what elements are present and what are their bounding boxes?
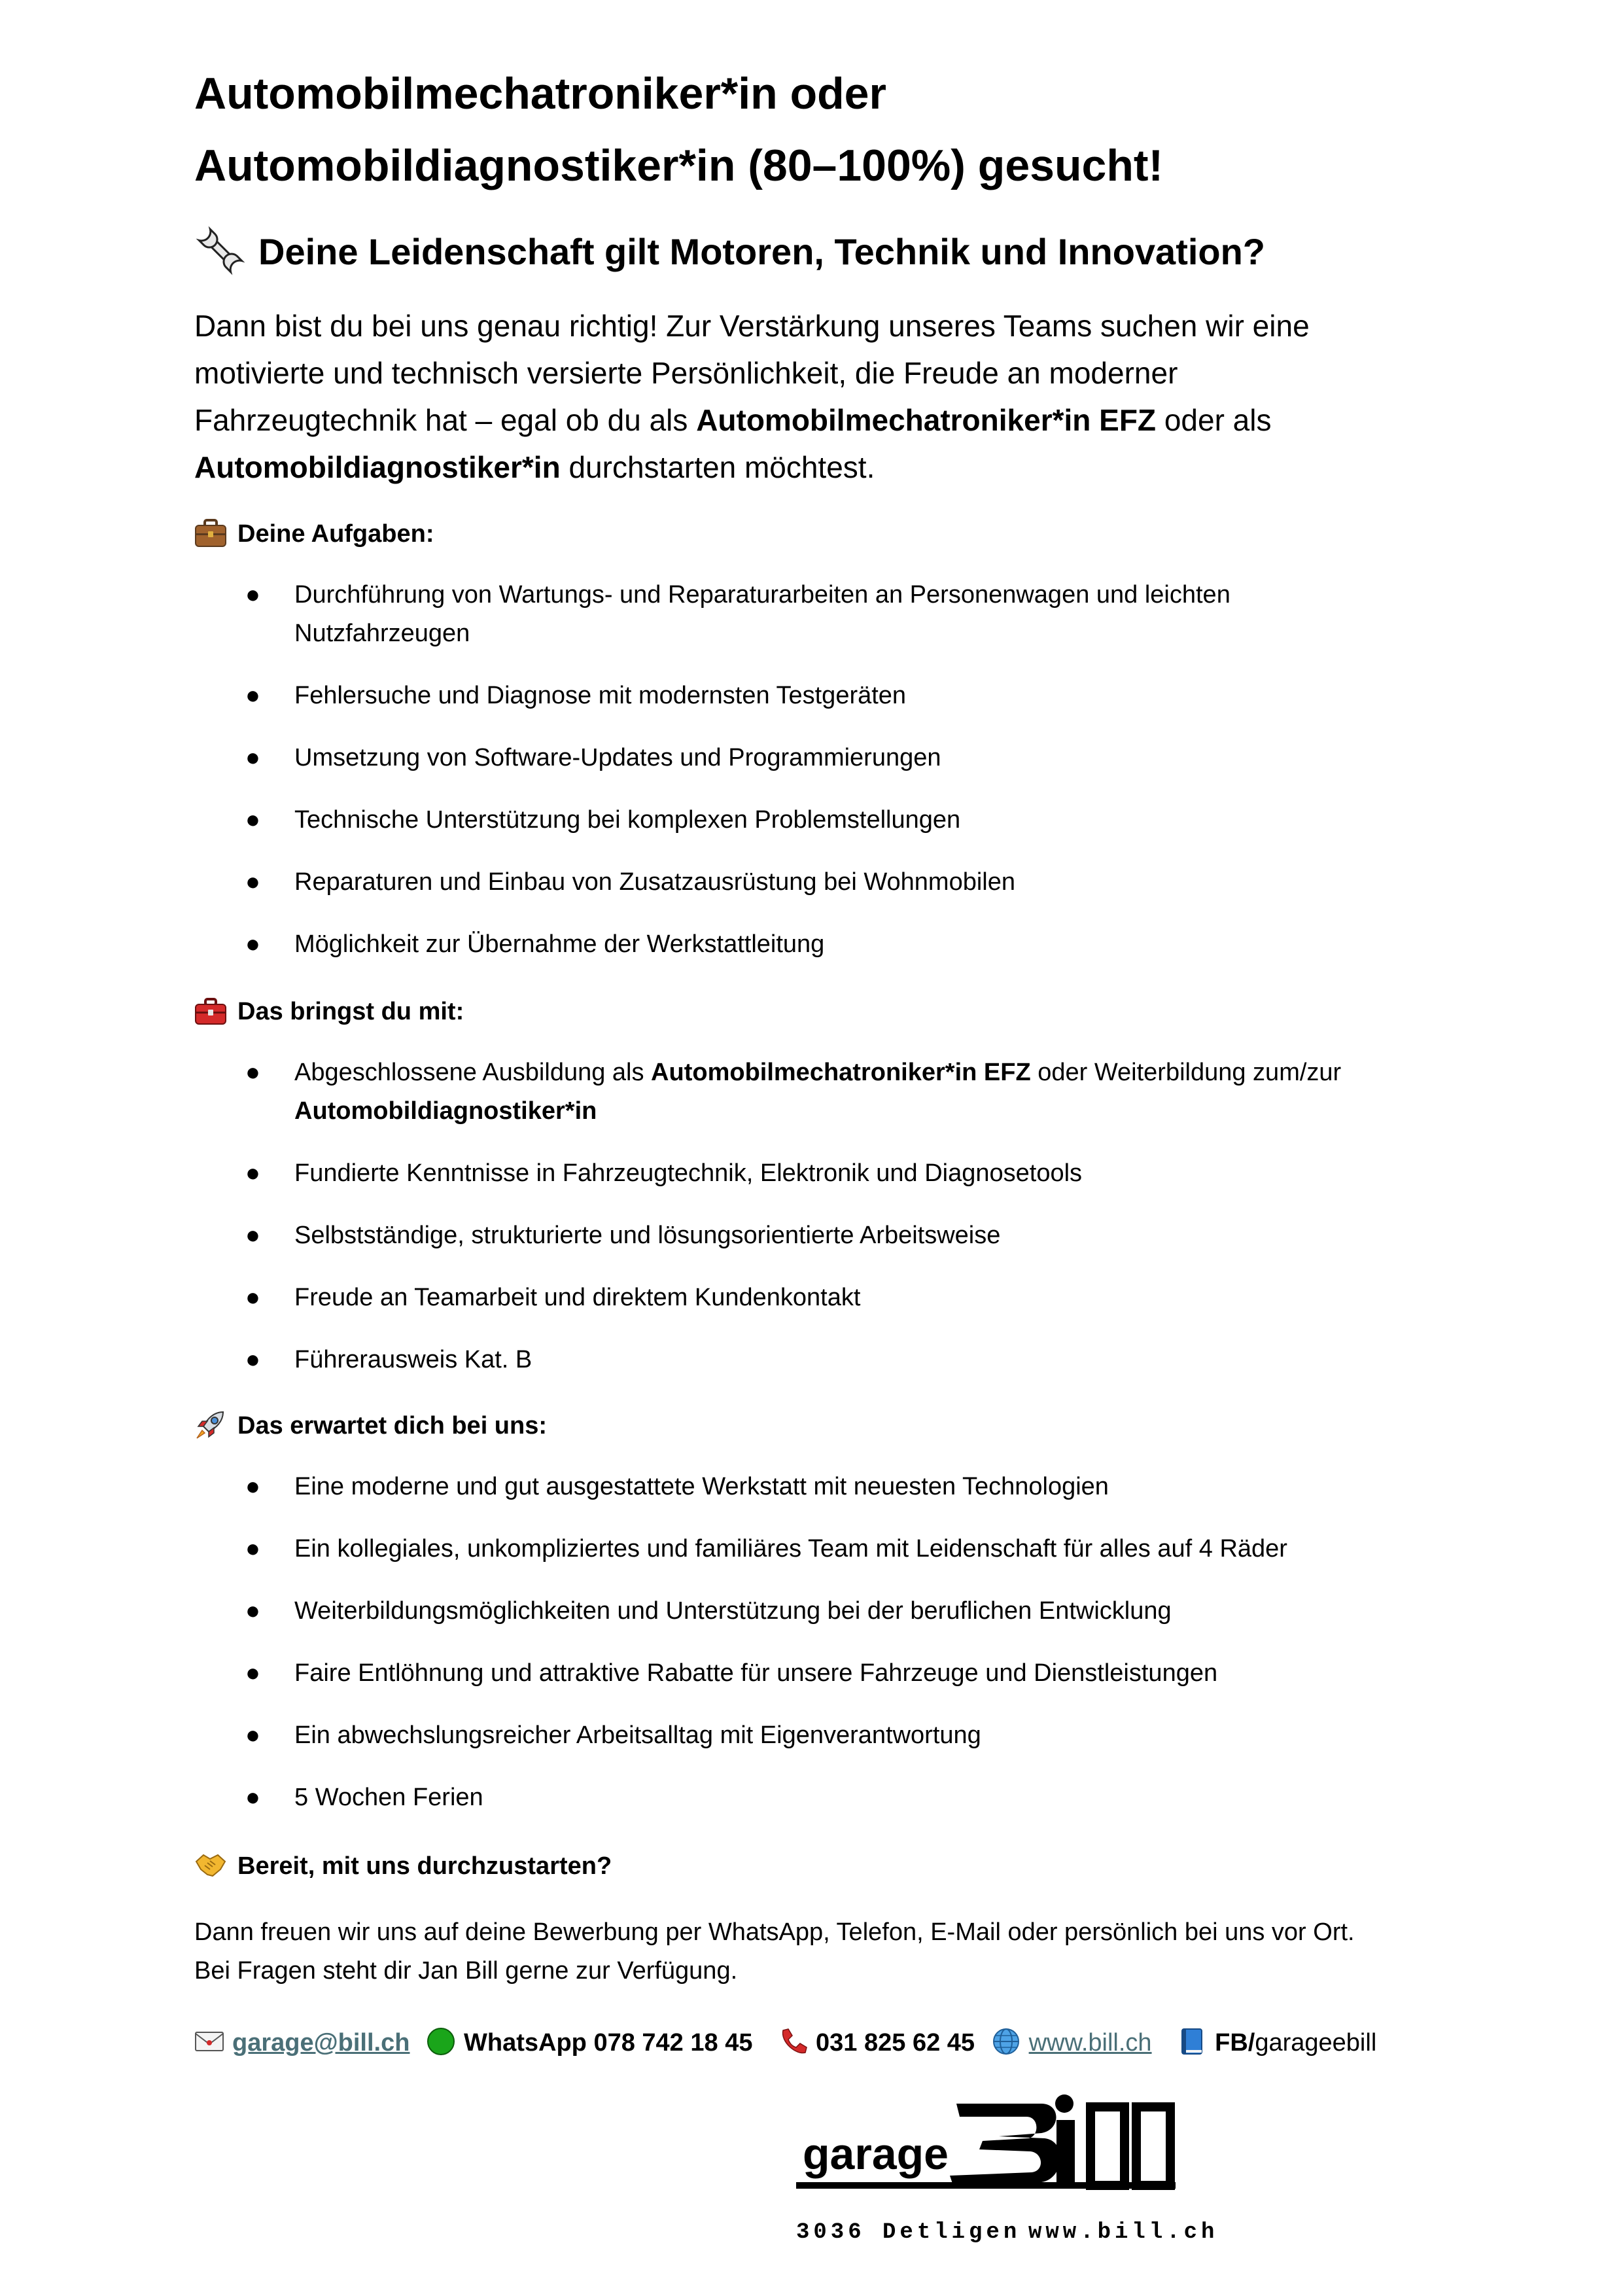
intro-line: motivierte und technisch versierte Persönlichkeit, die Freude an moderner xyxy=(194,356,1178,390)
list-item xyxy=(194,1468,1463,1506)
bullet-icon: ● xyxy=(245,1784,260,1811)
intro-line xyxy=(194,397,1463,444)
bullet-icon: ● xyxy=(245,868,260,896)
section-heading-offer xyxy=(194,1409,547,1443)
intro-text: Fahrzeugtechnik hat – egal ob du als xyxy=(194,403,697,437)
website-link[interactable]: www.bill.ch xyxy=(1028,2029,1152,2057)
logo-graphic xyxy=(783,2081,1254,2290)
page-title xyxy=(194,58,1463,202)
list-item xyxy=(194,1530,1463,1568)
list-item-text: oder Weiterbildung zum/zur xyxy=(1030,1059,1342,1086)
subtitle xyxy=(194,226,1463,281)
bullet-icon: ● xyxy=(245,682,260,709)
title-line-1: Automobilmechatroniker*in oder xyxy=(194,69,886,118)
phone-icon xyxy=(778,2026,808,2057)
list-item-text: Eine moderne und gut ausgestattete Werkstatt mit neuesten Technologien xyxy=(294,1473,1109,1500)
list-item-text: Freude an Teamarbeit und direktem Kundenkontakt xyxy=(294,1284,861,1311)
bullet-icon: ● xyxy=(245,1473,260,1500)
list-item xyxy=(194,1778,1463,1817)
list-item-text: Durchführung von Wartungs- und Reparaturarbeiten an Personenwagen und leichten xyxy=(294,581,1230,609)
section-heading-cta xyxy=(194,1849,612,1884)
section-heading-text: Bereit, mit uns durchzustarten? xyxy=(237,1852,612,1880)
envelope-icon xyxy=(194,2026,224,2057)
intro-text: oder als xyxy=(1156,403,1272,437)
list-item-text: Technische Unterstützung bei komplexen Problemstellungen xyxy=(294,806,961,834)
email-link[interactable]: garage@bill.ch xyxy=(232,2029,410,2057)
logo-tagline-left: 3036 Detligen xyxy=(796,2220,1021,2245)
facebook-handle: garageebill xyxy=(1255,2029,1377,2057)
tasks-list xyxy=(194,576,1463,964)
list-item-text: Abgeschlossene Ausbildung als xyxy=(294,1059,652,1086)
list-item xyxy=(194,1053,1463,1131)
list-item xyxy=(194,1716,1463,1755)
whatsapp-number: WhatsApp 078 742 18 45 xyxy=(464,2029,753,2057)
bullet-icon: ● xyxy=(245,1284,260,1311)
section-heading-text: Das erwartet dich bei uns: xyxy=(237,1412,548,1439)
briefcase-icon xyxy=(194,516,227,549)
list-item xyxy=(194,1279,1463,1317)
list-item-bold: Automobilmechatroniker*in EFZ xyxy=(651,1059,1031,1086)
logo-tagline-right: www.bill.ch xyxy=(1028,2220,1219,2245)
closing-paragraph xyxy=(194,1913,1463,1990)
list-item-text: Führerausweis Kat. B xyxy=(294,1346,532,1373)
intro-paragraph xyxy=(194,302,1463,491)
bullet-icon: ● xyxy=(245,1346,260,1373)
logo-word: garage xyxy=(803,2129,949,2179)
list-item-text: Reparaturen und Einbau von Zusatzausrüstung bei Wohnmobilen xyxy=(294,868,1015,896)
bullet-icon: ● xyxy=(245,744,260,771)
list-item xyxy=(194,576,1463,653)
intro-line: Dann bist du bei uns genau richtig! Zur Verstärkung unseres Teams suchen wir eine xyxy=(194,309,1310,343)
list-item-text: 5 Wochen Ferien xyxy=(294,1784,483,1811)
bullet-icon: ● xyxy=(245,1059,260,1086)
toolbox-icon xyxy=(194,994,227,1027)
offer-list xyxy=(194,1468,1463,1817)
bullet-icon: ● xyxy=(245,1722,260,1749)
bullet-icon: ● xyxy=(245,1159,260,1187)
list-item xyxy=(194,863,1463,902)
intro-bold-role: Automobilmechatroniker*in EFZ xyxy=(696,403,1157,437)
bullet-icon: ● xyxy=(245,1222,260,1249)
contact-bar xyxy=(194,2023,1476,2062)
list-item-text: Ein abwechslungsreicher Arbeitsalltag mit Eigenverantwortung xyxy=(294,1722,981,1749)
list-item xyxy=(194,1216,1463,1255)
whatsapp-icon xyxy=(426,2026,456,2057)
section-heading-tasks xyxy=(194,517,434,552)
intro-bold-role: Automobildiagnostiker*in xyxy=(194,450,561,484)
intro-line xyxy=(194,444,1463,491)
list-item xyxy=(194,1592,1463,1631)
list-item-bold: Automobildiagnostiker*in xyxy=(294,1097,597,1125)
list-item-text: Weiterbildungsmöglichkeiten und Unterstützung bei der beruflichen Entwicklung xyxy=(294,1597,1172,1625)
section-heading-text: Das bringst du mit: xyxy=(237,998,464,1025)
subtitle-text: Deine Leidenschaft gilt Motoren, Technik und Innovation? xyxy=(258,231,1266,272)
facebook-label: FB/ xyxy=(1215,2029,1255,2057)
rocket-icon xyxy=(194,1408,227,1441)
list-item-text: Umsetzung von Software-Updates und Programmierungen xyxy=(294,744,941,771)
closing-line: Bei Fragen steht dir Jan Bill gerne zur Verfügung. xyxy=(194,1957,738,1985)
list-item-text: Möglichkeit zur Übernahme der Werkstattleitung xyxy=(294,930,825,958)
bullet-icon: ● xyxy=(245,1535,260,1563)
profile-list xyxy=(194,1053,1463,1379)
section-heading-text: Deine Aufgaben: xyxy=(237,520,434,548)
bullet-icon: ● xyxy=(245,581,260,609)
list-item-text: Fehlersuche und Diagnose mit modernsten Testgeräten xyxy=(294,682,907,709)
list-item xyxy=(194,677,1463,715)
phone-number: 031 825 62 45 xyxy=(816,2029,975,2057)
intro-text: durchstarten möchtest. xyxy=(560,450,875,484)
list-item-text: Nutzfahrzeugen xyxy=(294,620,470,647)
list-item-text: Faire Entlöhnung und attraktive Rabatte für unsere Fahrzeuge und Dienstleistungen xyxy=(294,1659,1218,1687)
bullet-icon: ● xyxy=(245,1659,260,1687)
bullet-icon: ● xyxy=(245,1597,260,1625)
list-item xyxy=(194,1154,1463,1193)
title-line-2: Automobildiagnostiker*in (80–100%) gesucht! xyxy=(194,141,1164,190)
wrench-icon xyxy=(194,224,247,277)
section-heading-profile xyxy=(194,995,464,1029)
list-item xyxy=(194,739,1463,777)
bullet-icon: ● xyxy=(245,806,260,834)
bullet-icon: ● xyxy=(245,930,260,958)
list-item xyxy=(194,801,1463,839)
list-item-text: Fundierte Kenntnisse in Fahrzeugtechnik, Elektronik und Diagnosetools xyxy=(294,1159,1083,1187)
globe-icon xyxy=(991,2026,1021,2057)
handshake-icon xyxy=(194,1848,227,1881)
closing-line: Dann freuen wir uns auf deine Bewerbung per WhatsApp, Telefon, E-Mail oder persönlich bei uns vor Ort. xyxy=(194,1918,1355,1946)
list-item-text: Ein kollegiales, unkompliziertes und familiäres Team mit Leidenschaft für alles auf 4 Räder xyxy=(294,1535,1287,1563)
list-item-text: Selbstständige, strukturierte und lösungsorientierte Arbeitsweise xyxy=(294,1222,1001,1249)
list-item xyxy=(194,1341,1463,1379)
list-item xyxy=(194,1654,1463,1693)
book-icon xyxy=(1177,2026,1207,2057)
garage-bill-logo xyxy=(783,2081,1254,2290)
list-item xyxy=(194,925,1463,964)
